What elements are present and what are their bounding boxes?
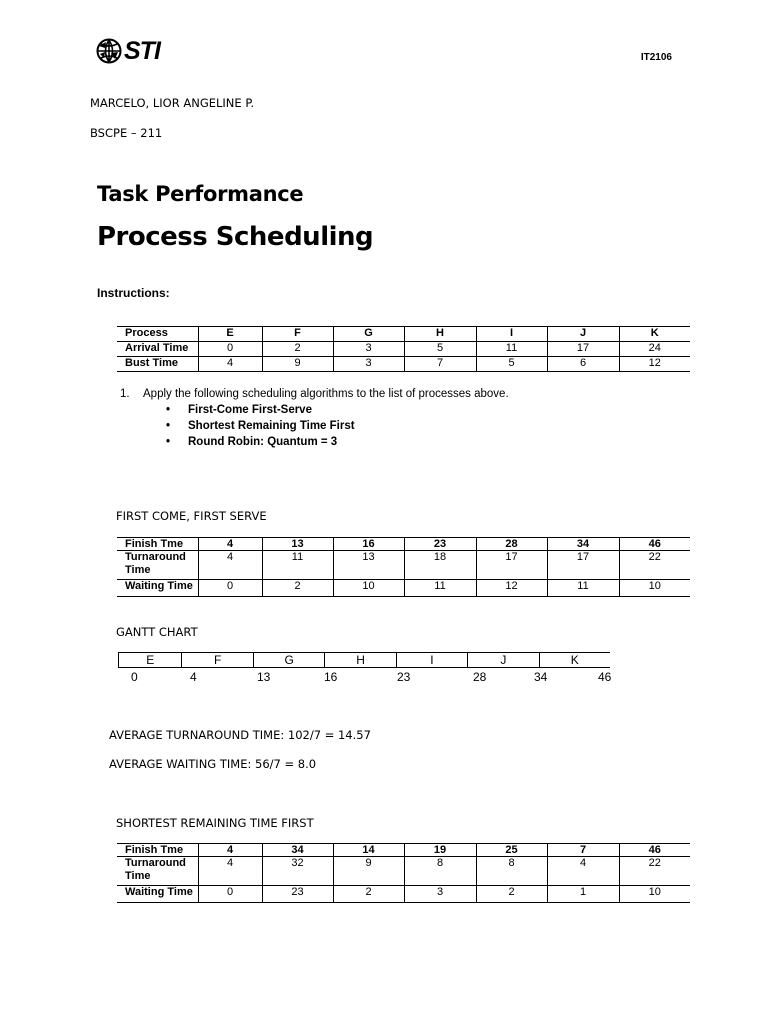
list-item (166, 404, 355, 420)
gantt-block: J (468, 653, 539, 667)
table-cell: 23 (404, 538, 476, 551)
table-cell: 4 (198, 538, 262, 551)
table-cell: 3 (333, 357, 404, 372)
page-title: Process Scheduling (97, 222, 374, 252)
table-cell: 11 (404, 580, 476, 597)
table-cell: 7 (404, 357, 476, 372)
bullet-icon: • (166, 404, 171, 416)
gantt-time: 46 (598, 670, 612, 684)
table-cell: 7 (547, 844, 619, 857)
table-cell (117, 857, 198, 886)
list-text: Apply the following scheduling algorithms to the list of processes above. (143, 388, 509, 400)
gantt-time: 16 (324, 670, 338, 684)
table-cell: 4 (198, 857, 262, 886)
gantt-time: 34 (534, 670, 548, 684)
table-cell: 11 (547, 580, 619, 597)
table-cell: 14 (333, 844, 404, 857)
table-cell: 5 (404, 342, 476, 357)
srtf-table (117, 843, 690, 903)
table-cell: Bust Time (117, 357, 198, 372)
table-cell: 2 (262, 580, 333, 597)
table-cell: 2 (262, 342, 333, 357)
table-cell: 19 (404, 844, 476, 857)
gantt-block: H (325, 653, 396, 667)
instruction-item-1 (120, 388, 509, 400)
table-cell: 17 (476, 551, 547, 580)
label-line: Time (125, 564, 151, 576)
sti-logo (96, 36, 160, 66)
table-cell: G (333, 327, 404, 342)
arrival-time-row (117, 342, 690, 357)
bullet-icon: • (166, 420, 171, 432)
average-turnaround: AVERAGE TURNAROUND TIME: 102/7 = 14.57 (109, 728, 371, 742)
table-cell: 0 (198, 580, 262, 597)
table-cell: 10 (619, 580, 690, 597)
gantt-time: 0 (131, 670, 138, 684)
bullet-icon: • (166, 436, 171, 448)
globe-icon (96, 38, 122, 64)
gantt-time: 4 (190, 670, 197, 684)
table-cell: Process (117, 327, 198, 342)
table-cell: 18 (404, 551, 476, 580)
instructions-label: Instructions: (97, 286, 170, 300)
algorithm-bullets (166, 404, 355, 452)
table-cell: H (404, 327, 476, 342)
gantt-block: I (397, 653, 468, 667)
table-cell: 11 (262, 551, 333, 580)
table-cell: 17 (547, 551, 619, 580)
logo-text: STI (124, 36, 160, 65)
list-number: 1. (120, 388, 130, 400)
table-cell: F (262, 327, 333, 342)
table-cell: 9 (262, 357, 333, 372)
table-cell: 2 (333, 886, 404, 903)
table-cell: 32 (262, 857, 333, 886)
label-line: Turnaround (125, 551, 186, 563)
table-cell: 3 (404, 886, 476, 903)
table-cell: 12 (619, 357, 690, 372)
document-code: IT2106 (640, 52, 672, 63)
label-line: Turnaround (125, 857, 186, 869)
gantt-time: 13 (257, 670, 271, 684)
table-cell: 12 (476, 580, 547, 597)
finish-time-row (117, 844, 690, 857)
list-item (166, 436, 355, 452)
waiting-time-row (117, 886, 690, 903)
table-cell: 0 (198, 886, 262, 903)
table-cell: 17 (547, 342, 619, 357)
table-cell: 1 (547, 886, 619, 903)
table-cell: 5 (476, 357, 547, 372)
table-cell: J (547, 327, 619, 342)
turnaround-time-row (117, 857, 690, 886)
table-cell: 46 (619, 538, 690, 551)
gantt-block: G (254, 653, 325, 667)
table-cell: 4 (198, 551, 262, 580)
table-cell: 4 (198, 357, 262, 372)
gantt-block: F (182, 653, 253, 667)
gantt-time: 23 (397, 670, 411, 684)
table-cell: Finish Tme (117, 844, 198, 857)
table-cell: 8 (404, 857, 476, 886)
table-cell (117, 551, 198, 580)
table-cell: 34 (262, 844, 333, 857)
gantt-block: K (570, 653, 579, 667)
list-item (166, 420, 355, 436)
label-line: Time (125, 870, 151, 882)
bullet-text: Shortest Remaining Time First (188, 420, 355, 432)
process-row (117, 327, 690, 342)
table-cell: Arrival Time (117, 342, 198, 357)
table-cell: 22 (619, 857, 690, 886)
table-cell: 10 (619, 886, 690, 903)
gantt-time: 28 (473, 670, 487, 684)
table-cell: 8 (476, 857, 547, 886)
table-cell: 4 (547, 857, 619, 886)
process-table (117, 326, 690, 372)
table-cell: 9 (333, 857, 404, 886)
gantt-heading: GANTT CHART (116, 625, 198, 639)
table-cell: 28 (476, 538, 547, 551)
table-cell: 0 (198, 342, 262, 357)
gantt-chart (118, 652, 610, 668)
table-cell: 2 (476, 886, 547, 903)
bullet-text: First-Come First-Serve (188, 404, 312, 416)
table-cell: Waiting Time (117, 580, 198, 597)
table-cell: 11 (476, 342, 547, 357)
table-cell: 34 (547, 538, 619, 551)
burst-time-row (117, 357, 690, 372)
srtf-heading: SHORTEST REMAINING TIME FIRST (116, 816, 314, 830)
table-cell: 10 (333, 580, 404, 597)
task-title: Task Performance (97, 182, 304, 206)
table-cell: 22 (619, 551, 690, 580)
fcfs-heading: FIRST COME, FIRST SERVE (116, 509, 267, 523)
table-cell: 4 (198, 844, 262, 857)
student-section: BSCPE – 211 (90, 126, 163, 140)
table-cell: 3 (333, 342, 404, 357)
table-cell: 16 (333, 538, 404, 551)
finish-time-row (117, 538, 690, 551)
table-cell: 46 (619, 844, 690, 857)
table-cell: 13 (262, 538, 333, 551)
bullet-text: Round Robin: Quantum = 3 (188, 436, 338, 448)
table-cell: Finish Tme (117, 538, 198, 551)
table-cell: 24 (619, 342, 690, 357)
table-cell: 25 (476, 844, 547, 857)
waiting-time-row (117, 580, 690, 597)
table-cell: 13 (333, 551, 404, 580)
table-cell: I (476, 327, 547, 342)
average-waiting: AVERAGE WAITING TIME: 56/7 = 8.0 (109, 757, 317, 771)
gantt-block: E (119, 653, 182, 667)
table-cell: Waiting Time (117, 886, 198, 903)
turnaround-time-row (117, 551, 690, 580)
table-cell: K (619, 327, 690, 342)
fcfs-table (117, 537, 690, 597)
table-cell: 23 (262, 886, 333, 903)
student-name: MARCELO, LIOR ANGELINE P. (90, 96, 255, 110)
table-cell: E (198, 327, 262, 342)
table-cell: 6 (547, 357, 619, 372)
